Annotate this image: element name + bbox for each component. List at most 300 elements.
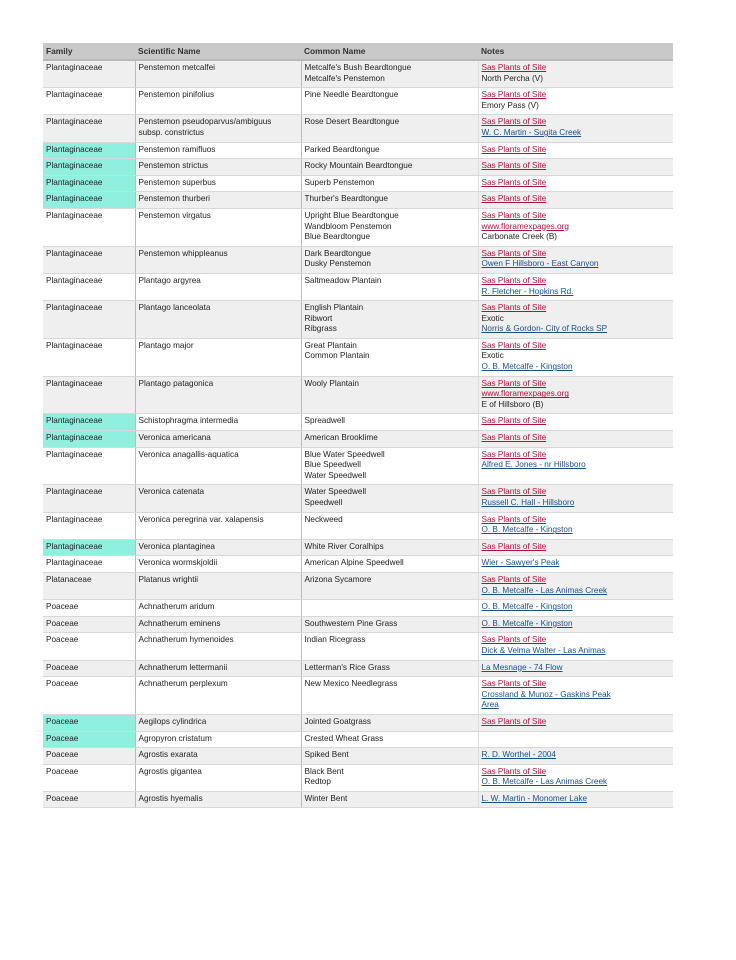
notes-cell xyxy=(478,677,673,715)
scientific-name-cell xyxy=(135,115,301,142)
header-family: Family xyxy=(43,43,135,60)
scientific-name-cell xyxy=(135,192,301,209)
scientific-name-text: Veronica plantaginea xyxy=(138,541,215,551)
table-row xyxy=(43,633,673,660)
scientific-name-text: Penstemon pinifolius xyxy=(138,90,215,100)
common-name-text: Thurber's Beardtongue xyxy=(304,194,388,204)
family-text: Poaceae xyxy=(46,602,79,612)
common-name-cell xyxy=(301,660,478,677)
notes-link[interactable]: L. W. Martin - Monomer Lake xyxy=(481,793,588,803)
notes-cell xyxy=(478,338,673,376)
common-name-text: Blue Water Speedwell xyxy=(304,449,385,459)
common-name-text: Black Bent xyxy=(304,766,344,776)
common-name-cell xyxy=(301,273,478,300)
notes-cell xyxy=(478,748,673,765)
common-name-cell xyxy=(301,714,478,731)
notes-link[interactable]: Sas Plants of Site xyxy=(481,541,547,551)
family-text: Poaceae xyxy=(46,733,79,743)
family-cell xyxy=(43,677,135,715)
table-row xyxy=(43,159,673,176)
scientific-name-cell xyxy=(135,677,301,715)
family-text: Plantaginaceae xyxy=(46,340,103,350)
common-name-text: American Alpine Speedwell xyxy=(304,558,404,568)
common-name-text: American Brooklime xyxy=(304,433,378,443)
notes-link[interactable]: Crossland & Munoz - Gaskins Peak xyxy=(481,689,611,699)
scientific-name-text: Penstemon ramifluos xyxy=(138,144,216,154)
table-row xyxy=(43,600,673,617)
common-name-cell xyxy=(301,633,478,660)
family-cell xyxy=(43,246,135,273)
common-name-cell xyxy=(301,414,478,431)
family-text: Plantaginaceae xyxy=(46,161,103,171)
family-cell xyxy=(43,572,135,599)
notes-link[interactable]: O. B. Metcalfe - Las Animas Creek xyxy=(481,585,608,595)
common-name-text: Metcalfe's Penstemon xyxy=(304,73,385,83)
common-name-text: Arizona Sycamore xyxy=(304,574,372,584)
table-row xyxy=(43,338,673,376)
common-name-text: Water Speedwell xyxy=(304,470,367,480)
table-row xyxy=(43,447,673,485)
family-cell xyxy=(43,338,135,376)
family-cell xyxy=(43,633,135,660)
common-name-text: Rose Desert Beardtongue xyxy=(304,117,400,127)
family-text: Plantaginaceae xyxy=(46,90,103,100)
scientific-name-text: Penstemon strictus xyxy=(138,161,209,171)
scientific-name-cell xyxy=(135,246,301,273)
common-name-cell xyxy=(301,88,478,115)
notes-link[interactable]: Sas Plants of Site xyxy=(481,210,547,220)
scientific-name-text: Plantago lanceolata xyxy=(138,303,211,313)
table-row xyxy=(43,376,673,414)
family-cell xyxy=(43,273,135,300)
family-text: Plantaginaceae xyxy=(46,541,103,551)
notes-link[interactable]: Sas Plants of Site xyxy=(481,716,547,726)
family-text: Plantaginaceae xyxy=(46,275,103,285)
common-name-cell xyxy=(301,677,478,715)
table-row xyxy=(43,88,673,115)
common-name-cell xyxy=(301,447,478,485)
notes-link[interactable]: Sas Plants of Site xyxy=(481,90,547,100)
notes-cell xyxy=(478,60,673,88)
family-cell xyxy=(43,616,135,633)
notes-link[interactable]: Sas Plants of Site xyxy=(481,635,547,645)
family-cell xyxy=(43,556,135,573)
notes-cell xyxy=(478,539,673,556)
notes-cell xyxy=(478,301,673,339)
scientific-name-text: Agrostis gigantea xyxy=(138,766,202,776)
common-name-cell xyxy=(301,376,478,414)
family-cell xyxy=(43,791,135,808)
scientific-name-cell xyxy=(135,714,301,731)
common-name-text: Metcalfe's Bush Beardtongue xyxy=(304,63,412,72)
common-name-cell xyxy=(301,572,478,599)
notes-link[interactable]: Sas Plants of Site xyxy=(481,487,547,497)
scientific-name-cell xyxy=(135,142,301,159)
scientific-name-cell xyxy=(135,60,301,88)
scientific-name-cell xyxy=(135,764,301,791)
notes-link[interactable]: Sas Plants of Site xyxy=(481,63,547,72)
common-name-cell xyxy=(301,301,478,339)
notes-link[interactable]: Sas Plants of Site xyxy=(481,177,547,187)
notes-link[interactable]: O. B. Metcalfe - Kingston xyxy=(481,525,573,535)
notes-text: E of Hillsboro (B) xyxy=(481,399,544,409)
family-text: Poaceae xyxy=(46,635,79,645)
notes-link[interactable]: Sas Plants of Site xyxy=(481,433,547,443)
table-row xyxy=(43,791,673,808)
family-cell xyxy=(43,142,135,159)
scientific-name-cell xyxy=(135,208,301,246)
family-text: Plantaginaceae xyxy=(46,177,103,187)
common-name-text: Spreadwell xyxy=(304,416,346,426)
scientific-name-text: Platanus wrightii xyxy=(138,574,199,584)
table-row xyxy=(43,539,673,556)
scientific-name-cell xyxy=(135,556,301,573)
family-cell xyxy=(43,88,135,115)
common-name-text: Dusky Penstemon xyxy=(304,259,371,269)
family-cell xyxy=(43,731,135,748)
scientific-name-cell xyxy=(135,660,301,677)
notes-link[interactable]: Dick & Velma Walter - Las Animas xyxy=(481,645,606,655)
notes-cell xyxy=(478,88,673,115)
common-name-cell xyxy=(301,485,478,512)
common-name-cell xyxy=(301,208,478,246)
notes-link[interactable]: Sas Plants of Site xyxy=(481,275,547,285)
common-name-cell xyxy=(301,246,478,273)
notes-cell xyxy=(478,556,673,573)
family-text: Poaceae xyxy=(46,750,79,760)
notes-cell xyxy=(478,572,673,599)
family-cell xyxy=(43,660,135,677)
common-name-text: New Mexico Needlegrass xyxy=(304,679,398,689)
scientific-name-cell xyxy=(135,731,301,748)
family-cell xyxy=(43,414,135,431)
common-name-text: Dark Beardtongue xyxy=(304,248,371,258)
notes-link[interactable]: Sas Plants of Site xyxy=(481,303,547,313)
scientific-name-text: Penstemon virgatus xyxy=(138,210,211,220)
notes-link[interactable]: Alfred E. Jones - nr Hillsboro xyxy=(481,460,586,470)
family-cell xyxy=(43,764,135,791)
notes-link[interactable]: La Mesnage - 74 Flow xyxy=(481,662,563,672)
notes-link[interactable]: O. B. Metcalfe - Las Animas Creek xyxy=(481,777,608,787)
notes-text: North Percha (V) xyxy=(481,73,543,83)
common-name-text: Water Speedwell xyxy=(304,487,367,497)
family-cell xyxy=(43,512,135,539)
scientific-name-cell xyxy=(135,600,301,617)
family-text: Plantaginaceae xyxy=(46,514,103,524)
family-text: Plantaginaceae xyxy=(46,194,103,204)
notes-cell xyxy=(478,512,673,539)
common-name-text: Great Plantain xyxy=(304,340,357,350)
notes-link[interactable]: W. C. Martin - Sugita Creek xyxy=(481,127,582,137)
family-cell xyxy=(43,600,135,617)
common-name-cell xyxy=(301,748,478,765)
notes-link[interactable]: Sas Plants of Site xyxy=(481,144,547,154)
table-row xyxy=(43,764,673,791)
family-text: Plantaginaceae xyxy=(46,210,103,220)
notes-cell xyxy=(478,633,673,660)
scientific-name-cell xyxy=(135,376,301,414)
common-name-cell xyxy=(301,431,478,448)
common-name-text: Neckweed xyxy=(304,514,343,524)
scientific-name-cell xyxy=(135,447,301,485)
notes-cell xyxy=(478,485,673,512)
table-row xyxy=(43,301,673,339)
scientific-name-text: subsp. constrictus xyxy=(138,127,205,137)
family-text: Plantaginaceae xyxy=(46,117,103,127)
family-text: Poaceae xyxy=(46,679,79,689)
scientific-name-text: Veronica americana xyxy=(138,433,211,443)
scientific-name-text: Penstemon metcalfei xyxy=(138,63,215,72)
family-text: Plantaginaceae xyxy=(46,433,103,443)
family-text: Plantaginaceae xyxy=(46,558,103,568)
common-name-cell xyxy=(301,338,478,376)
notes-cell xyxy=(478,175,673,192)
common-name-cell xyxy=(301,192,478,209)
scientific-name-text: Achnatherum eminens xyxy=(138,618,221,628)
common-name-text: Southwestern Pine Grass xyxy=(304,618,398,628)
notes-link[interactable]: O. B. Metcalfe - Kingston xyxy=(481,618,573,628)
common-name-text: Rocky Mountain Beardtongue xyxy=(304,161,413,171)
family-cell xyxy=(43,60,135,88)
header-notes: Notes xyxy=(478,43,673,60)
notes-link[interactable]: Sas Plants of Site xyxy=(481,514,547,524)
scientific-name-cell xyxy=(135,633,301,660)
family-cell xyxy=(43,431,135,448)
common-name-text: Redtop xyxy=(304,777,331,787)
common-name-text: Parked Beardtongue xyxy=(304,144,380,154)
common-name-text: Blue Speedwell xyxy=(304,460,361,470)
scientific-name-text: Penstemon thurberi xyxy=(138,194,210,204)
common-name-cell xyxy=(301,791,478,808)
table-row xyxy=(43,731,673,748)
scientific-name-text: Achnatherum hymenoides xyxy=(138,635,234,645)
table-row xyxy=(43,485,673,512)
scientific-name-cell xyxy=(135,616,301,633)
scientific-name-text: Plantago argyrea xyxy=(138,275,201,285)
common-name-text: Jointed Goatgrass xyxy=(304,716,371,726)
table-row xyxy=(43,273,673,300)
common-name-cell xyxy=(301,60,478,88)
table-row xyxy=(43,660,673,677)
scientific-name-text: Veronica anagallis-aquatica xyxy=(138,449,239,459)
family-text: Plantaginaceae xyxy=(46,144,103,154)
notes-link[interactable]: Owen F Hillsboro - East Canyon xyxy=(481,259,599,269)
scientific-name-text: Agrostis exarata xyxy=(138,750,198,760)
notes-cell xyxy=(478,208,673,246)
notes-link[interactable]: R. D. Worthel - 2004 xyxy=(481,750,556,760)
notes-cell xyxy=(478,431,673,448)
scientific-name-text: Penstemon whippleanus xyxy=(138,248,228,258)
family-cell xyxy=(43,714,135,731)
scientific-name-text: Veronica peregrina var. xalapensis xyxy=(138,514,264,524)
notes-text: Emory Pass (V) xyxy=(481,100,539,110)
notes-text: Exotic xyxy=(481,313,504,323)
notes-link[interactable]: Sas Plants of Site xyxy=(481,378,547,388)
common-name-cell xyxy=(301,175,478,192)
common-name-text: White River Coralhips xyxy=(304,541,384,551)
notes-link[interactable]: Sas Plants of Site xyxy=(481,161,547,171)
scientific-name-cell xyxy=(135,791,301,808)
notes-text: Exotic xyxy=(481,351,504,361)
notes-link[interactable]: www.floramexpages.org xyxy=(481,389,569,399)
common-name-text: Winter Bent xyxy=(304,793,348,803)
notes-cell xyxy=(478,764,673,791)
common-name-cell xyxy=(301,115,478,142)
common-name-text: Wandbloom Penstemon xyxy=(304,221,392,231)
scientific-name-cell xyxy=(135,338,301,376)
table-row xyxy=(43,60,673,88)
table-row xyxy=(43,246,673,273)
notes-link[interactable]: O. B. Metcalfe - Kingston xyxy=(481,362,573,372)
common-name-text: Blue Beardtongue xyxy=(304,232,371,242)
notes-link[interactable]: Sas Plants of Site xyxy=(481,679,547,689)
family-cell xyxy=(43,376,135,414)
species-table xyxy=(43,43,673,808)
scientific-name-text: Agrostis hyemalis xyxy=(138,793,203,803)
common-name-text: Wooly Plantain xyxy=(304,378,359,388)
common-name-text: Letterman's Rice Grass xyxy=(304,662,390,672)
notes-link[interactable]: Sas Plants of Site xyxy=(481,117,547,127)
scientific-name-cell xyxy=(135,301,301,339)
scientific-name-cell xyxy=(135,748,301,765)
family-text: Plantaginaceae xyxy=(46,378,103,388)
table-row xyxy=(43,208,673,246)
common-name-text: Upright Blue Beardtongue xyxy=(304,210,399,220)
notes-link[interactable]: Sas Plants of Site xyxy=(481,248,547,258)
family-text: Plantaginaceae xyxy=(46,416,103,426)
table-row xyxy=(43,556,673,573)
family-cell xyxy=(43,175,135,192)
table-row xyxy=(43,714,673,731)
notes-link[interactable]: Sas Plants of Site xyxy=(481,194,547,204)
family-text: Plantaginaceae xyxy=(46,449,103,459)
common-name-text: Saltmeadow Plantain xyxy=(304,275,382,285)
table-row xyxy=(43,192,673,209)
scientific-name-text: Plantago patagonica xyxy=(138,378,214,388)
common-name-text: Ribgrass xyxy=(304,324,337,334)
table-body xyxy=(43,60,673,808)
scientific-name-text: Agropyron cristatum xyxy=(138,733,212,743)
family-cell xyxy=(43,192,135,209)
common-name-cell xyxy=(301,600,478,617)
notes-cell xyxy=(478,273,673,300)
common-name-cell xyxy=(301,512,478,539)
scientific-name-cell xyxy=(135,159,301,176)
notes-link[interactable]: Sas Plants of Site xyxy=(481,574,547,584)
common-name-text: Pine Needle Beardtongue xyxy=(304,90,399,100)
notes-cell xyxy=(478,159,673,176)
family-cell xyxy=(43,208,135,246)
scientific-name-cell xyxy=(135,175,301,192)
table-row xyxy=(43,616,673,633)
scientific-name-text: Achnatherum perplexum xyxy=(138,679,228,689)
common-name-cell xyxy=(301,142,478,159)
common-name-text: Ribwort xyxy=(304,313,333,323)
table-row xyxy=(43,115,673,142)
common-name-text: Speedwell xyxy=(304,498,343,507)
notes-link[interactable]: R. Fletcher - Hopkins Rd. xyxy=(481,286,574,296)
notes-link[interactable]: Norris & Gordon- City of Rocks SP xyxy=(481,324,608,334)
scientific-name-text: Veronica wormskjoldii xyxy=(138,558,218,568)
family-text: Poaceae xyxy=(46,716,79,726)
notes-cell xyxy=(478,376,673,414)
common-name-text: Spiked Bent xyxy=(304,750,349,760)
notes-cell xyxy=(478,714,673,731)
notes-link[interactable]: Sas Plants of Site xyxy=(481,416,547,426)
header-row xyxy=(43,43,673,60)
table-row xyxy=(43,748,673,765)
notes-cell xyxy=(478,115,673,142)
scientific-name-text: Veronica catenata xyxy=(138,487,205,497)
family-text: Platanaceae xyxy=(46,574,92,584)
notes-cell xyxy=(478,142,673,159)
family-cell xyxy=(43,301,135,339)
header-common-name: Common Name xyxy=(301,43,478,60)
common-name-text: Indian Ricegrass xyxy=(304,635,366,645)
notes-cell xyxy=(478,600,673,617)
notes-link[interactable]: Sas Plants of Site xyxy=(481,449,547,459)
scientific-name-cell xyxy=(135,431,301,448)
family-text: Plantaginaceae xyxy=(46,63,103,72)
common-name-cell xyxy=(301,159,478,176)
table-row xyxy=(43,142,673,159)
notes-cell xyxy=(478,731,673,748)
table-row xyxy=(43,572,673,599)
scientific-name-text: Achnatherum aridum xyxy=(138,602,215,612)
notes-link[interactable]: Russell C. Hall - Hillsboro xyxy=(481,498,575,507)
notes-link[interactable]: Sas Plants of Site xyxy=(481,340,547,350)
table-row xyxy=(43,512,673,539)
family-text: Poaceae xyxy=(46,618,79,628)
notes-link[interactable]: Area xyxy=(481,700,499,710)
common-name-cell xyxy=(301,556,478,573)
family-text: Plantaginaceae xyxy=(46,248,103,258)
scientific-name-text: Aegilops cylindrica xyxy=(138,716,207,726)
notes-link[interactable]: Sas Plants of Site xyxy=(481,766,547,776)
notes-cell xyxy=(478,192,673,209)
table-row xyxy=(43,677,673,715)
scientific-name-cell xyxy=(135,88,301,115)
family-text: Poaceae xyxy=(46,662,79,672)
scientific-name-cell xyxy=(135,273,301,300)
scientific-name-text: Penstemon superbus xyxy=(138,177,216,187)
family-cell xyxy=(43,539,135,556)
family-text: Plantaginaceae xyxy=(46,487,103,497)
notes-cell xyxy=(478,447,673,485)
family-cell xyxy=(43,115,135,142)
scientific-name-cell xyxy=(135,485,301,512)
notes-cell xyxy=(478,414,673,431)
family-text: Poaceae xyxy=(46,766,79,776)
common-name-text: English Plantain xyxy=(304,303,364,313)
common-name-cell xyxy=(301,731,478,748)
notes-cell xyxy=(478,660,673,677)
scientific-name-text: Achnatherum lettermanii xyxy=(138,662,228,672)
common-name-text: Superb Penstemon xyxy=(304,177,375,187)
notes-link[interactable]: www.floramexpages.org xyxy=(481,221,569,231)
table-row xyxy=(43,431,673,448)
notes-cell xyxy=(478,791,673,808)
notes-text: Carbonate Creek (B) xyxy=(481,232,558,242)
header-scientific-name: Scientific Name xyxy=(135,43,301,60)
notes-link[interactable]: O. B. Metcalfe - Kingston xyxy=(481,602,573,612)
common-name-cell xyxy=(301,539,478,556)
family-text: Poaceae xyxy=(46,793,79,803)
scientific-name-cell xyxy=(135,539,301,556)
notes-link[interactable]: Wier - Sawyer's Peak xyxy=(481,558,560,568)
common-name-text: Common Plantain xyxy=(304,351,370,361)
notes-cell xyxy=(478,246,673,273)
